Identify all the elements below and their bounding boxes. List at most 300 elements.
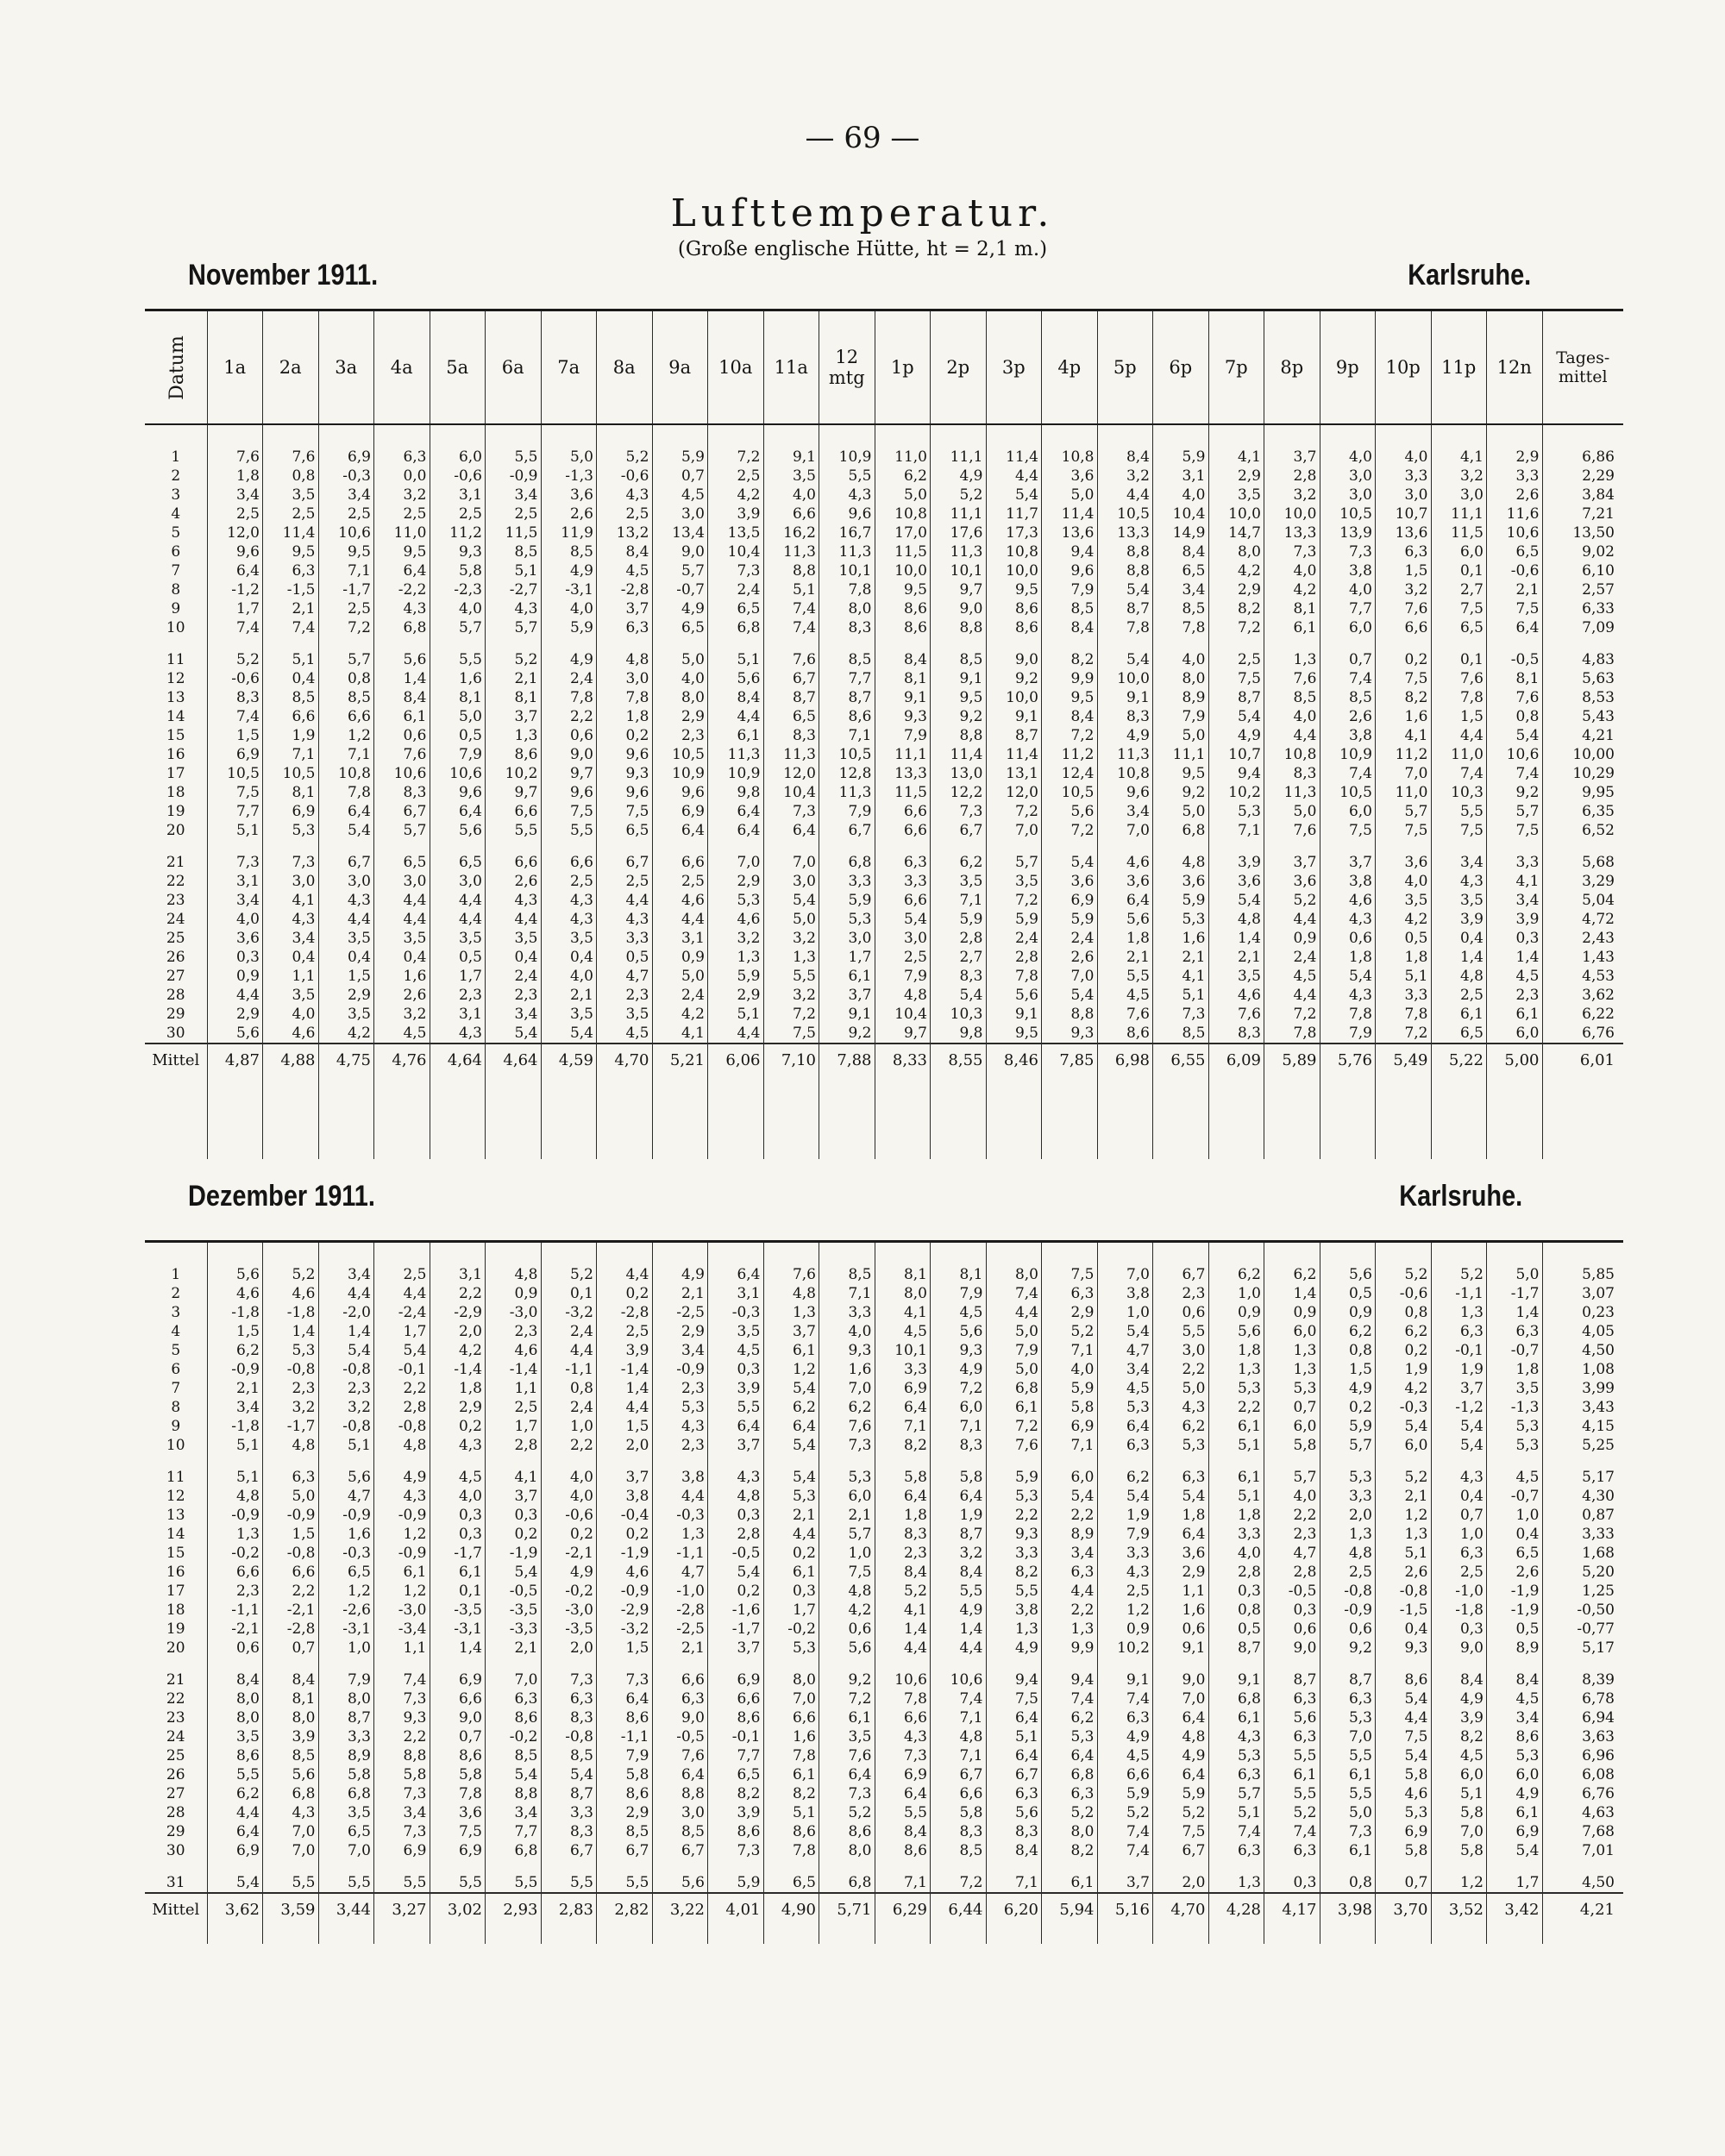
temperature-value: 9,5 [986,1024,1042,1044]
temperature-value: 5,6 [1042,802,1098,821]
temperature-value: 6,7 [318,840,374,872]
temperature-value: 13,4 [652,523,708,542]
temperature-value: 10,0 [1208,505,1264,523]
temperature-value: 6,5 [1487,542,1543,561]
daily-mean-value: 1,43 [1542,948,1623,967]
temperature-value: 6,4 [652,1765,708,1784]
hourly-mean-value: 4,59 [541,1044,597,1077]
temperature-value: 7,6 [819,1417,875,1436]
temperature-value: 5,4 [1431,1417,1487,1436]
temperature-value: 8,9 [318,1746,374,1765]
temperature-value: -1,0 [1431,1582,1487,1601]
temperature-value: 7,3 [1153,1005,1209,1024]
temperature-value: 4,6 [597,1563,653,1582]
temperature-value: 2,6 [1376,1563,1432,1582]
temperature-value: 9,2 [1153,783,1209,802]
temperature-value: 4,0 [541,1487,597,1506]
temperature-value: 5,7 [652,561,708,580]
temperature-value: 2,9 [652,1322,708,1341]
temperature-value: 2,7 [931,948,987,967]
temperature-value: 0,3 [430,1525,486,1544]
bottom-cell [1153,1927,1209,1944]
bottom-cell [1376,1927,1432,1944]
temperature-value: 6,1 [1320,1841,1376,1860]
temperature-value: 11,0 [374,523,430,542]
day-number: 19 [166,1620,185,1638]
temperature-value: 4,4 [763,1525,819,1544]
daily-mean-value: 3,84 [1542,486,1623,505]
temperature-value: 4,3 [263,1803,319,1822]
temperature-value: 11,4 [931,745,987,764]
temperature-value: -2,8 [597,580,653,599]
temperature-value: 1,1 [486,1379,542,1398]
temperature-value: 6,6 [486,802,542,821]
temperature-value: 8,2 [1208,599,1264,618]
temperature-value: 3,9 [1487,910,1543,929]
temperature-value: 5,4 [931,986,987,1005]
temperature-value: 7,9 [875,967,931,986]
temperature-value: 4,5 [708,1341,764,1360]
temperature-value: 11,3 [1264,783,1320,802]
temperature-value: 5,0 [986,1322,1042,1341]
temperature-value: 3,9 [1431,1708,1487,1727]
daily-mean-value: 6,33 [1542,599,1623,618]
spacer-cell [1376,1243,1432,1265]
spacer-cell [1153,424,1209,448]
temperature-value: 5,4 [486,1765,542,1784]
temperature-value: 6,8 [819,840,875,872]
temperature-value: 3,3 [541,1803,597,1822]
day-number: 31 [166,1874,185,1891]
temperature-value: 5,9 [541,618,597,637]
temperature-value: 10,7 [1376,505,1432,523]
temperature-value: 4,1 [875,1601,931,1620]
temperature-value: 2,5 [597,872,653,891]
temperature-value: 7,5 [1376,1727,1432,1746]
temperature-value: 3,6 [1042,467,1098,486]
temperature-value: 5,3 [819,1455,875,1487]
temperature-value: 6,9 [430,1841,486,1860]
temperature-value: 8,0 [207,1708,263,1727]
temperature-value: 7,5 [1376,821,1432,840]
temperature-value: 7,6 [819,1746,875,1765]
temperature-value: 2,7 [1431,580,1487,599]
temperature-value: 6,3 [1097,1436,1153,1455]
temperature-value: 13,3 [1097,523,1153,542]
temperature-value: 11,3 [819,542,875,561]
temperature-value: 2,1 [263,599,319,618]
temperature-value: 1,0 [1208,1284,1264,1303]
spacer-cell [708,424,764,448]
temperature-value: 5,2 [263,1265,319,1284]
temperature-value: 8,6 [986,618,1042,637]
temperature-value: -1,0 [652,1582,708,1601]
bottom-cell [1264,1927,1320,1944]
temperature-value: 6,4 [1487,618,1543,637]
temperature-value: 1,4 [1431,948,1487,967]
day-number: 29 [166,1823,185,1840]
hourly-mean-value: 4,75 [318,1044,374,1077]
temperature-value: 6,8 [374,618,430,637]
temperature-value: 6,4 [1042,1746,1098,1765]
day-number: 21 [166,854,185,871]
temperature-value: 3,9 [708,505,764,523]
temperature-value: 5,9 [1097,1784,1153,1803]
temperature-value: 2,3 [263,1379,319,1398]
temperature-value: 7,6 [207,448,263,467]
temperature-value: 5,8 [430,1765,486,1784]
column-header-hour: 7p [1208,310,1264,425]
temperature-value: 8,5 [819,1265,875,1284]
temperature-value: 8,6 [986,599,1042,618]
temperature-value: 3,7 [597,1455,653,1487]
day-number: 11 [166,1469,185,1486]
temperature-value: 11,1 [1153,745,1209,764]
table-row [145,1322,1623,1341]
temperature-value: 5,3 [1320,1455,1376,1487]
table-row [145,948,1623,967]
day-number: 18 [166,1601,185,1619]
temperature-value: 7,8 [597,688,653,707]
day-number: 17 [166,1583,185,1600]
temperature-value: 4,6 [1320,891,1376,910]
temperature-value: 8,8 [652,1784,708,1803]
hourly-mean-value: 3,44 [318,1893,374,1927]
temperature-value: 10,6 [1487,523,1543,542]
hourly-mean-value: 5,89 [1264,1044,1320,1077]
daily-mean-value: 5,20 [1542,1563,1623,1582]
temperature-value: 7,1 [931,891,987,910]
temperature-value: 2,2 [1153,1360,1209,1379]
daily-mean-value: 2,43 [1542,929,1623,948]
temperature-value: 11,7 [986,505,1042,523]
temperature-value: 3,2 [263,1398,319,1417]
temperature-value: 8,8 [931,726,987,745]
temperature-value: 9,3 [819,1341,875,1360]
temperature-value: 4,1 [1208,448,1264,467]
temperature-value: 4,6 [1208,986,1264,1005]
spacer-cell [1042,424,1098,448]
temperature-value: 8,0 [318,1689,374,1708]
temperature-value: 5,8 [875,1455,931,1487]
temperature-value: 8,7 [1320,1658,1376,1689]
temperature-value: 5,4 [1487,1841,1543,1860]
temperature-value: 6,4 [875,1487,931,1506]
december-month-title: Dezember 1911. [188,1180,375,1213]
temperature-value: 4,3 [263,910,319,929]
day-number: 13 [166,689,185,706]
temperature-value: 5,0 [986,1360,1042,1379]
temperature-value: -2,4 [374,1303,430,1322]
table-row [145,1544,1623,1563]
temperature-value: 7,8 [541,688,597,707]
temperature-value: 5,9 [1320,1417,1376,1436]
temperature-value: 2,1 [1487,580,1543,599]
hourly-mean-value: 2,93 [486,1893,542,1927]
temperature-value: 8,1 [1264,599,1320,618]
temperature-value: 3,9 [1431,910,1487,929]
temperature-value: 3,2 [763,929,819,948]
temperature-value: 2,5 [652,872,708,891]
temperature-value: 0,9 [207,967,263,986]
bottom-cell [318,1077,374,1159]
spacer-cell [986,424,1042,448]
temperature-value: 6,1 [763,1765,819,1784]
temperature-value: 1,3 [207,1525,263,1544]
temperature-value: 2,2 [986,1506,1042,1525]
temperature-value: 6,8 [318,1784,374,1803]
temperature-value: 7,3 [374,1822,430,1841]
temperature-value: 6,2 [207,1341,263,1360]
temperature-value: 1,5 [207,726,263,745]
temperature-value: 1,6 [763,1727,819,1746]
temperature-value: 1,5 [263,1525,319,1544]
temperature-value: 7,3 [708,1841,764,1860]
temperature-value: 7,8 [1320,1005,1376,1024]
temperature-value: 2,9 [1153,1563,1209,1582]
temperature-value: 0,6 [1153,1303,1209,1322]
bottom-cell [1208,1077,1264,1159]
temperature-value: 4,2 [708,486,764,505]
temperature-value: 1,9 [263,726,319,745]
temperature-value: 8,3 [1097,707,1153,726]
temperature-value: 6,5 [374,840,430,872]
temperature-value: 6,3 [1431,1322,1487,1341]
temperature-value: 7,6 [1264,821,1320,840]
temperature-value: 0,9 [1264,1303,1320,1322]
temperature-value: 5,4 [763,1455,819,1487]
hourly-mean-value: 6,20 [986,1893,1042,1927]
temperature-value: 5,9 [1042,910,1098,929]
bottom-cell [1042,1927,1098,1944]
temperature-value: 6,4 [986,1746,1042,1765]
temperature-value: 6,3 [1431,1544,1487,1563]
temperature-value: 10,8 [1042,448,1098,467]
temperature-value: 7,6 [1376,599,1432,618]
temperature-value: 3,2 [763,986,819,1005]
hourly-mean-value: 3,70 [1376,1893,1432,1927]
temperature-value: 1,9 [1376,1360,1432,1379]
temperature-value: 0,8 [1376,1303,1432,1322]
temperature-value: 7,4 [1097,1841,1153,1860]
temperature-value: -0,7 [1487,1487,1543,1506]
temperature-value: 0,5 [1208,1620,1264,1639]
temperature-value: 10,0 [1097,669,1153,688]
hourly-mean-value: 5,22 [1431,1044,1487,1077]
overall-mean-value: 4,21 [1542,1893,1623,1927]
temperature-value: 7,6 [652,1746,708,1765]
temperature-value: 11,2 [1042,745,1098,764]
column-header-hour: 8p [1264,310,1320,425]
temperature-value: 2,5 [1208,637,1264,669]
temperature-value: 4,3 [597,910,653,929]
temperature-value: 7,2 [986,891,1042,910]
temperature-value: 4,4 [318,1284,374,1303]
temperature-value: 5,4 [1153,1487,1209,1506]
temperature-value: 13,0 [931,764,987,783]
temperature-value: 5,1 [1208,1487,1264,1506]
temperature-value: 8,4 [597,542,653,561]
temperature-value: 4,0 [541,599,597,618]
temperature-value: 0,2 [1376,637,1432,669]
temperature-value: 6,0 [1487,1024,1543,1044]
temperature-value: 4,0 [1153,637,1209,669]
temperature-value: 7,5 [1431,821,1487,840]
spacer-cell [1208,1243,1264,1265]
temperature-value: -0,6 [1487,561,1543,580]
temperature-value: 2,9 [708,872,764,891]
temperature-value: 3,4 [1431,840,1487,872]
temperature-value: 3,3 [597,929,653,948]
bottom-cell [430,1927,486,1944]
temperature-value: 8,5 [318,688,374,707]
day-number: 25 [166,1747,185,1764]
temperature-value: 4,4 [708,707,764,726]
temperature-value: 9,1 [986,1005,1042,1024]
temperature-value: 7,8 [986,967,1042,986]
bottom-cell [597,1927,653,1944]
temperature-value: 6,4 [374,561,430,580]
temperature-value: 0,9 [1264,929,1320,948]
temperature-value: 4,6 [207,1284,263,1303]
temperature-value: 8,3 [819,618,875,637]
temperature-value: -0,5 [708,1544,764,1563]
temperature-value: 5,8 [1042,1398,1098,1417]
temperature-value: 6,1 [1208,1455,1264,1487]
temperature-value: 6,6 [875,891,931,910]
daily-mean-value: 6,52 [1542,821,1623,840]
temperature-value: 6,2 [1042,1708,1098,1727]
temperature-value: 7,8 [819,580,875,599]
temperature-value: 2,0 [597,1436,653,1455]
temperature-value: 8,0 [819,599,875,618]
temperature-value: 7,0 [263,1822,319,1841]
temperature-value: 7,5 [1487,599,1543,618]
table-row [145,467,1623,486]
bottom-cell [1320,1927,1376,1944]
temperature-value: 2,5 [486,505,542,523]
temperature-value: 8,1 [1487,669,1543,688]
temperature-value: 8,4 [1097,448,1153,467]
temperature-value: 2,8 [374,1398,430,1417]
temperature-value: 4,5 [1487,1455,1543,1487]
temperature-value: 2,5 [263,505,319,523]
day-number: 10 [166,1437,185,1454]
temperature-value: 4,4 [986,467,1042,486]
temperature-value: 2,9 [318,986,374,1005]
temperature-value: -0,9 [207,1506,263,1525]
temperature-value: 10,7 [1208,745,1264,764]
temperature-value: 5,4 [986,486,1042,505]
bottom-cell [430,1077,486,1159]
temperature-value: 11,1 [1431,505,1487,523]
temperature-value: 6,3 [597,618,653,637]
spacer-cell [430,1243,486,1265]
temperature-value: 4,9 [1208,726,1264,745]
temperature-value: 14,9 [1153,523,1209,542]
temperature-value: 3,6 [1264,872,1320,891]
overall-mean-value: 6,01 [1542,1044,1623,1077]
temperature-value: 0,3 [1264,1860,1320,1893]
temperature-value: 8,4 [1042,618,1098,637]
temperature-value: 1,7 [430,967,486,986]
temperature-value: 5,5 [1153,1322,1209,1341]
bottom-cell [819,1927,875,1944]
temperature-value: 4,6 [1097,840,1153,872]
temperature-value: 10,9 [708,764,764,783]
temperature-value: -0,9 [263,1506,319,1525]
hourly-mean-value: 5,21 [652,1044,708,1077]
temperature-value: 3,7 [819,986,875,1005]
temperature-value: 4,0 [652,669,708,688]
temperature-value: 6,1 [763,1341,819,1360]
temperature-value: 5,3 [1208,1746,1264,1765]
day-number: 5 [171,524,181,542]
temperature-value: 9,5 [374,542,430,561]
temperature-value: 0,4 [541,948,597,967]
temperature-value: -3,0 [541,1601,597,1620]
temperature-value: -0,6 [430,467,486,486]
temperature-value: 0,2 [486,1525,542,1544]
temperature-value: 6,3 [1208,1841,1264,1860]
temperature-value: 12,2 [931,783,987,802]
temperature-value: 4,9 [1431,1689,1487,1708]
hourly-mean-value: 5,94 [1042,1893,1098,1927]
table-row [145,726,1623,745]
temperature-value: 7,0 [486,1658,542,1689]
temperature-value: 4,6 [263,1024,319,1044]
temperature-value: 6,6 [263,1563,319,1582]
temperature-value: 6,7 [652,1841,708,1860]
temperature-value: 4,2 [819,1601,875,1620]
temperature-value: 3,8 [1320,726,1376,745]
temperature-value: 0,6 [1320,1620,1376,1639]
daily-mean-value: 6,78 [1542,1689,1623,1708]
temperature-value: 1,3 [1320,1525,1376,1544]
temperature-value: 2,2 [374,1727,430,1746]
spacer-cell [263,424,319,448]
day-number: 25 [166,930,185,947]
bottom-cell [263,1077,319,1159]
temperature-value: 5,4 [541,1765,597,1784]
day-number: 3 [171,1304,181,1321]
temperature-value: 7,5 [1431,599,1487,618]
temperature-value: 2,5 [597,505,653,523]
column-header-day-label: Datum [166,335,188,400]
temperature-value: 4,0 [263,1005,319,1024]
temperature-value: 2,4 [541,1398,597,1417]
temperature-value: 5,2 [541,1265,597,1284]
hourly-mean-value: 4,70 [1153,1893,1209,1927]
temperature-value: 11,0 [1376,783,1432,802]
temperature-value: 7,5 [1376,669,1432,688]
temperature-value: 5,4 [1431,1436,1487,1455]
temperature-value: 4,9 [986,1639,1042,1658]
temperature-value: 1,4 [597,1379,653,1398]
temperature-value: 4,9 [374,1455,430,1487]
temperature-value: 2,1 [486,1639,542,1658]
temperature-value: 4,9 [1097,726,1153,745]
temperature-value: 2,1 [207,1379,263,1398]
temperature-value: 4,7 [1097,1341,1153,1360]
temperature-value: 7,9 [1097,1525,1153,1544]
temperature-value: 8,6 [819,707,875,726]
temperature-value: 9,7 [875,1024,931,1044]
temperature-value: 4,3 [1153,1398,1209,1417]
temperature-value: -0,9 [597,1582,653,1601]
temperature-value: 6,7 [374,802,430,821]
temperature-value: 7,4 [1097,1689,1153,1708]
